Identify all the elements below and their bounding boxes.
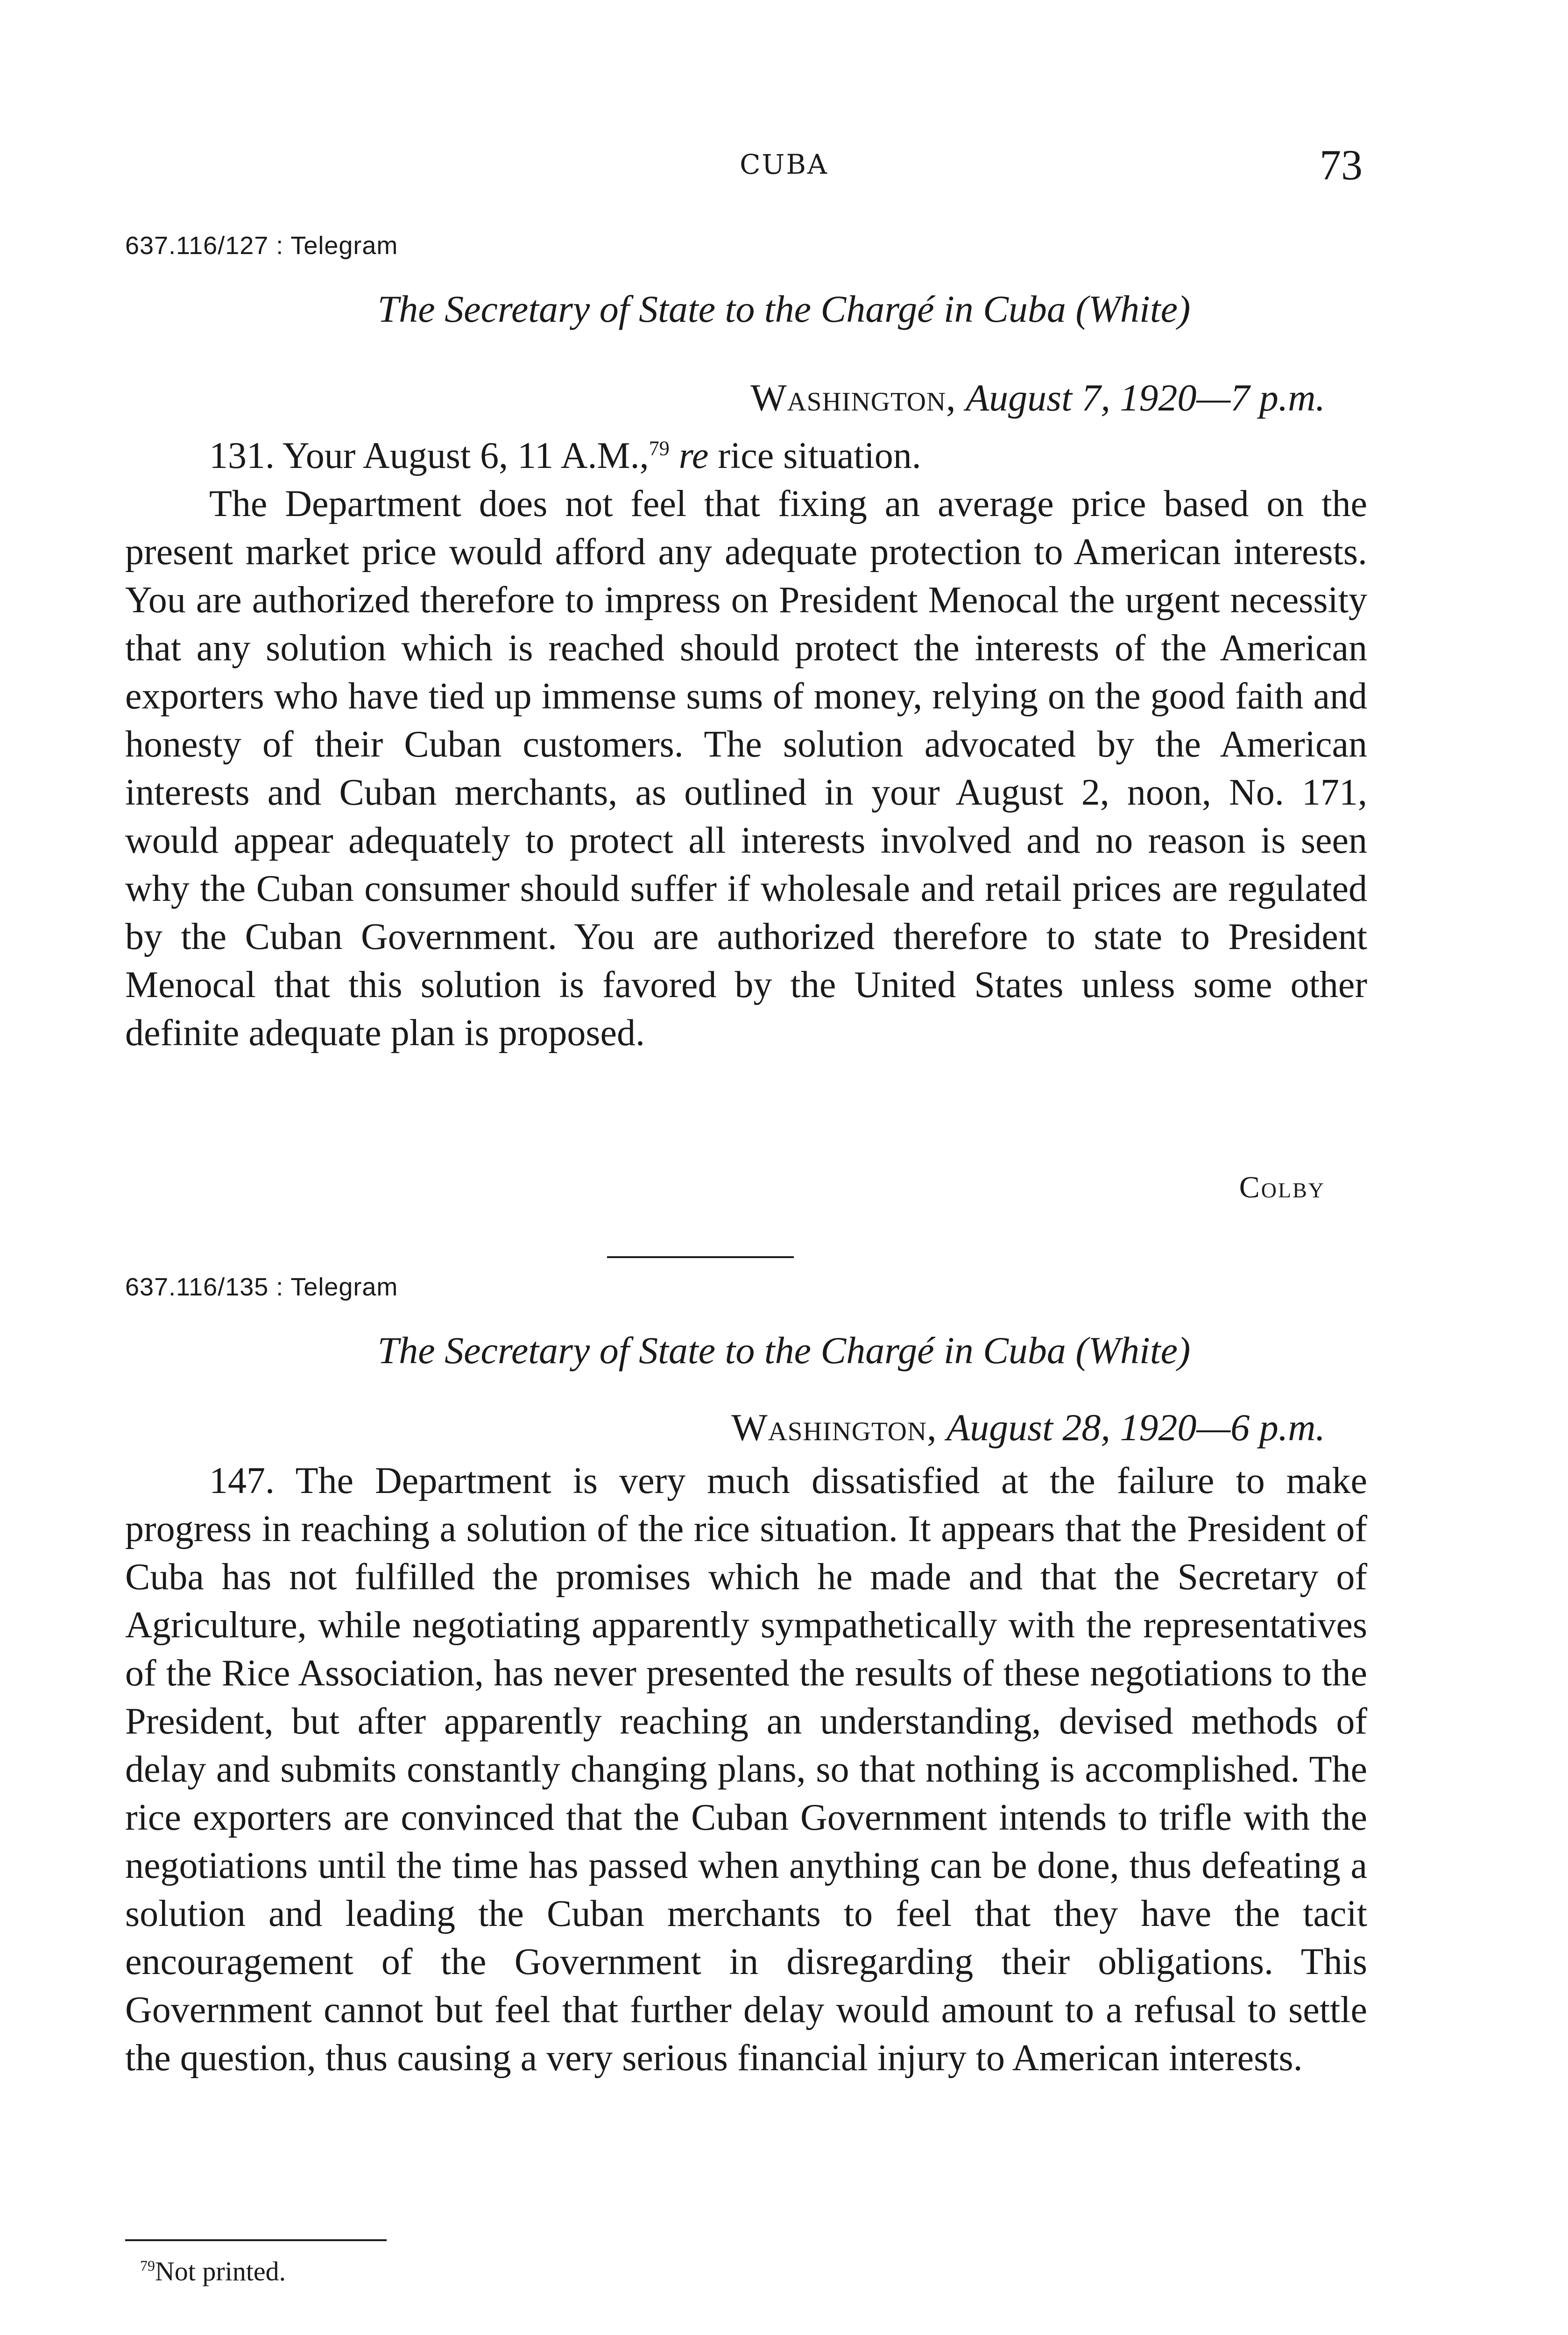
- doc1-paragraph-1: [125, 432, 1367, 480]
- doc1-para1-tail: rice situation.: [718, 435, 921, 476]
- section-separator: [607, 1256, 794, 1258]
- doc2-heading: The Secretary of State to the Chargé in Cuba (White): [377, 1329, 1191, 1372]
- footnote-text: Not printed.: [155, 2256, 286, 2286]
- running-head: [0, 140, 1568, 191]
- doc1-dateline: [750, 376, 1325, 420]
- running-title: CUBA: [740, 149, 828, 180]
- doc2-paragraph-1: [125, 1457, 1367, 2082]
- doc1-signature: Colby: [1239, 1170, 1325, 1204]
- doc1-file-reference: 637.116/127 : Telegram: [125, 232, 398, 260]
- doc1-dateline-place: Washington,: [750, 376, 956, 419]
- doc2-dateline-date: August 28, 1920—6 p.m.: [946, 1406, 1325, 1449]
- doc1-body: [125, 432, 1367, 1057]
- doc1-para1-lead: 131. Your August 6, 11 A.M.,: [209, 435, 649, 476]
- doc2-body: [125, 1457, 1367, 2082]
- doc2-dateline-place: Washington,: [731, 1406, 937, 1449]
- footnote-rule: [125, 2239, 387, 2241]
- doc1-heading: The Secretary of State to the Chargé in Cuba (White): [377, 288, 1191, 330]
- doc1-para1-re: re: [678, 435, 709, 476]
- doc1-dateline-date: August 7, 1920—7 p.m.: [966, 376, 1325, 419]
- footnote: [140, 2256, 286, 2287]
- page-number: 73: [1320, 141, 1363, 189]
- doc2-para1-text: 147. The Department is very much dissatisfied at the failure to make progress in reaching a solution of the rice situation. It appears that the President of Cuba has not fulfilled the promises which he made and that the Secretary of Agriculture, while negotiating apparently sympathetically with the representatives of the Rice Association, has never presented the results of these negotiations to the President, but after apparently reaching an understanding, devised methods of delay and submits constantly changing plans, so that nothing is accomplished. The rice exporters are convinced that the Cuban Government intends to trifle with the negotiations until the time has passed when anything can be done, thus defeating a solution and leading the Cuban merchants to feel that they have the tacit encouragement of the Government in disregarding their obligations. This Government cannot but feel that further delay would amount to a refusal to settle the question, thus causing a very serious financial injury to American interests.: [125, 1460, 1367, 2079]
- doc1-paragraph-2: [125, 480, 1367, 1057]
- doc1-footnote-reference: 79: [649, 437, 670, 460]
- doc2-file-reference: 637.116/135 : Telegram: [125, 1273, 398, 1301]
- doc1-para2-text: The Department does not feel that fixing an average price based on the present market price would afford any adequate protection to American interests. You are authorized therefore to impress on President Menocal the urgent necessity that any solution which is reached should protect the interests of the American exporters who have tied up immense sums of money, relying on the good faith and honesty of their Cuban customers. The solution advocated by the American interests and Cuban merchants, as outlined in your August 2, noon, No. 171, would appear adequately to protect all interests involved and no reason is seen why the Cuban consumer should suffer if wholesale and retail prices are regulated by the Cuban Government. You are authorized therefore to state to President Menocal that this solution is favored by the United States unless some other definite adequate plan is proposed.: [125, 483, 1367, 1054]
- doc2-dateline: [731, 1406, 1325, 1450]
- footnote-marker: 79: [140, 2257, 155, 2274]
